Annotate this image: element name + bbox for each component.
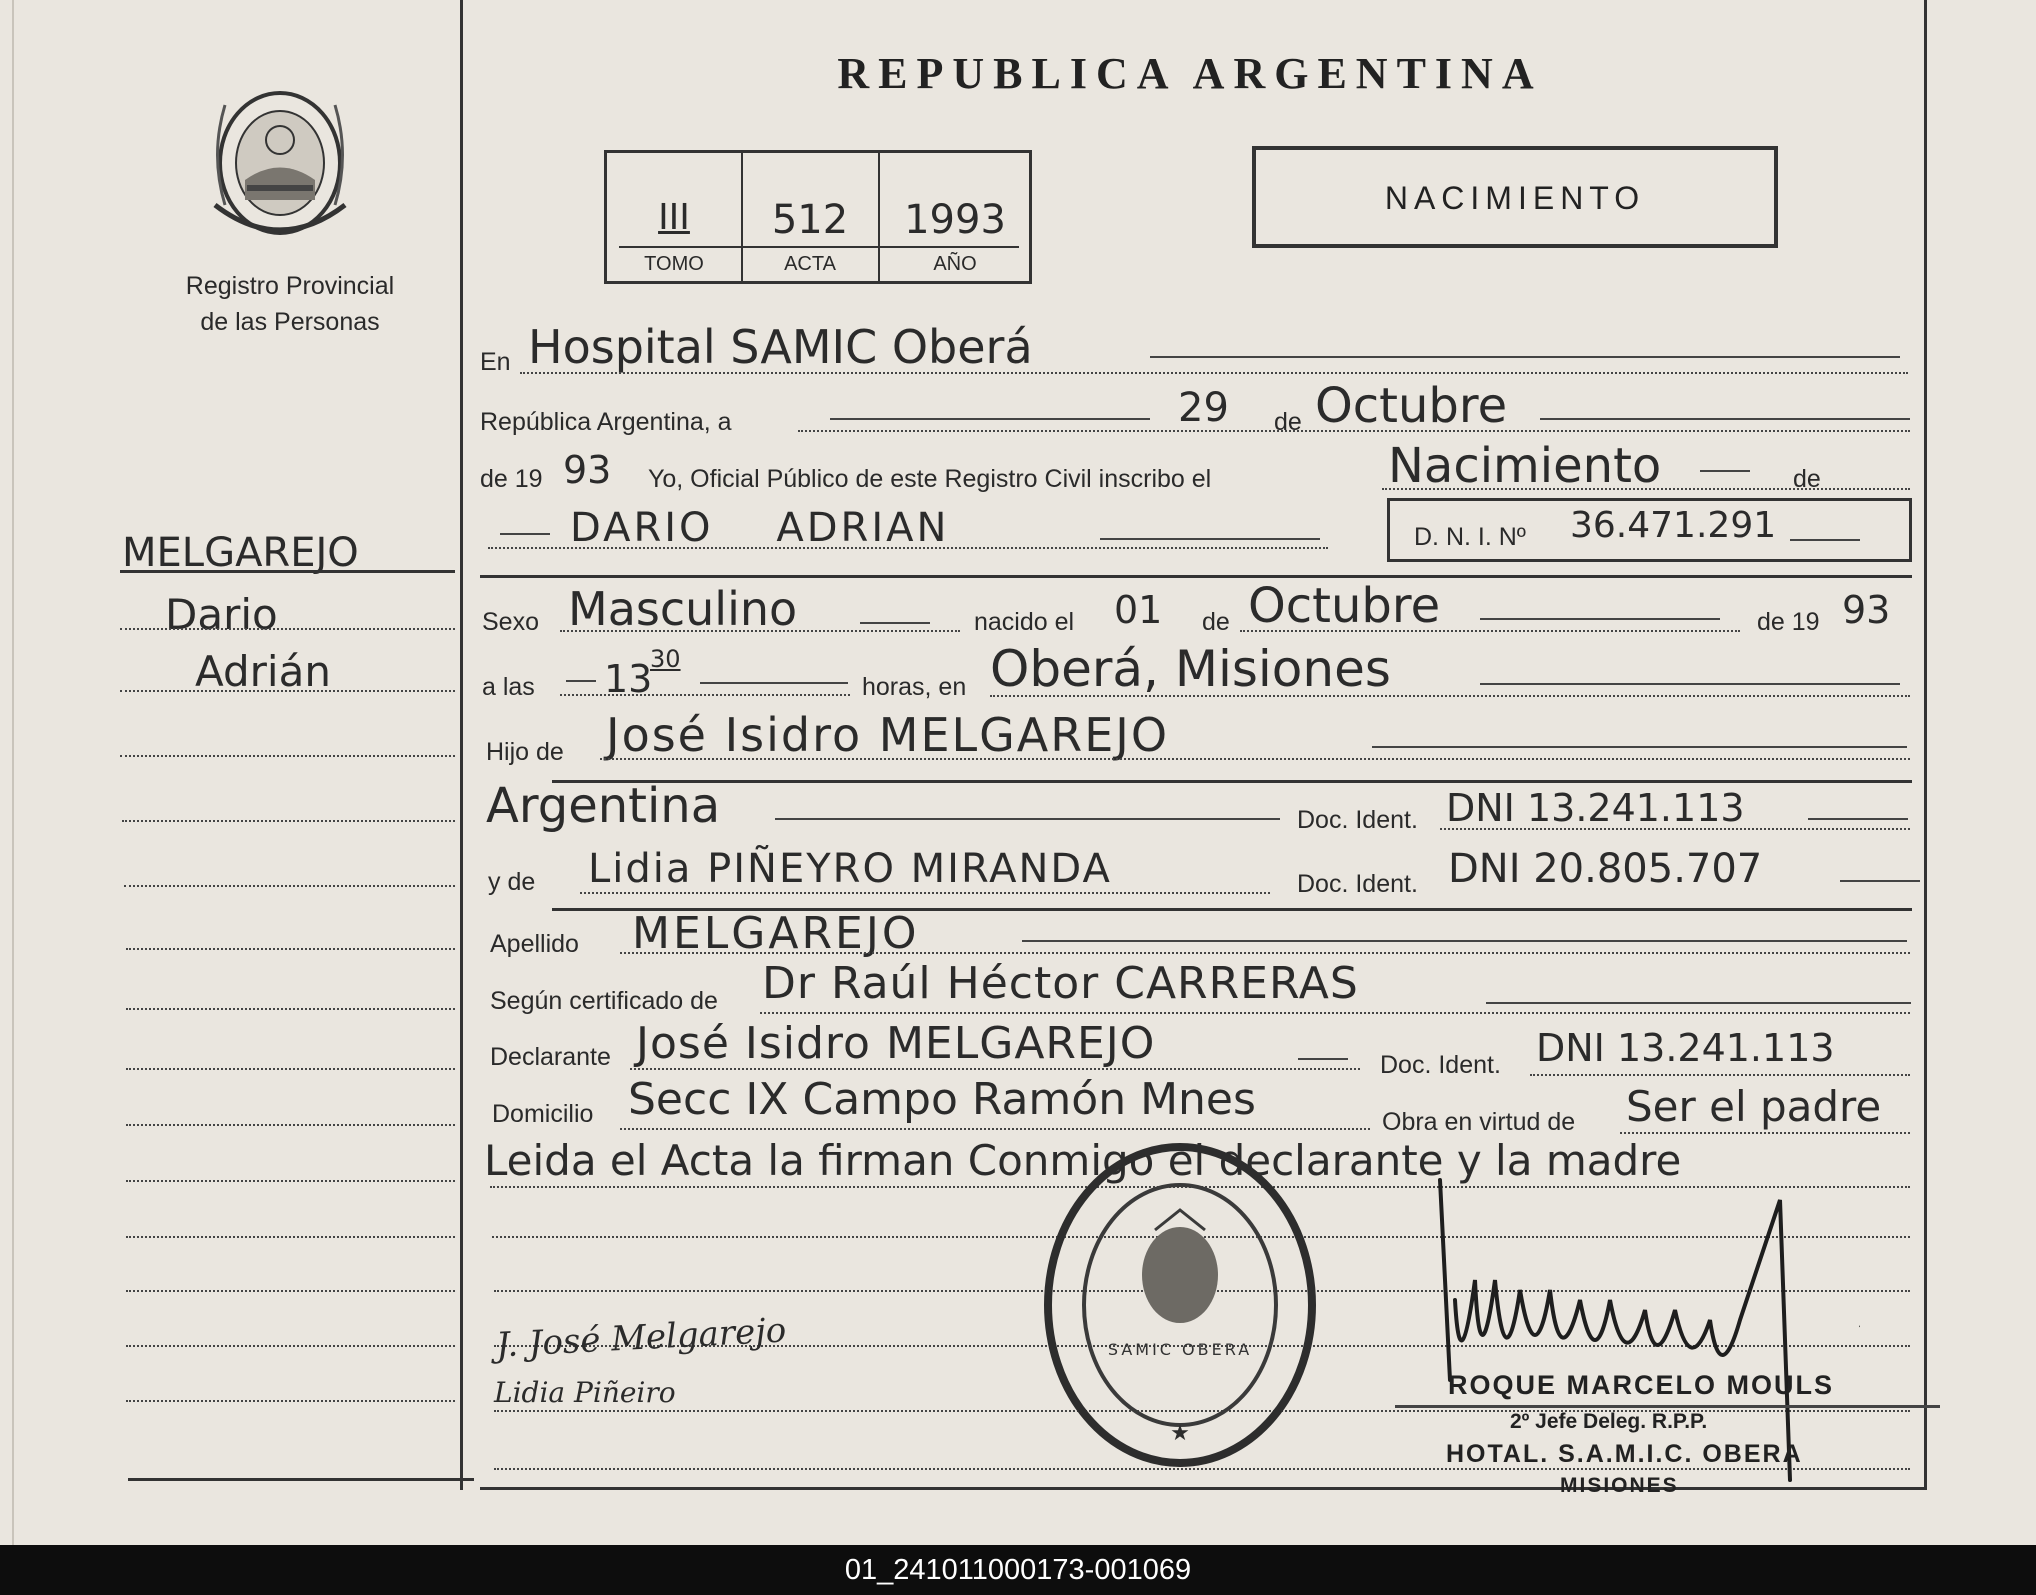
official-title: 2º Jefe Deleg. R.P.P. xyxy=(1510,1410,1708,1433)
father-nationality-value: Argentina xyxy=(486,778,721,834)
obra-label: Obra en virtud de xyxy=(1382,1108,1576,1136)
sexo-label: Sexo xyxy=(482,608,539,636)
hijo-label: Hijo de xyxy=(486,738,564,766)
svg-text:★: ★ xyxy=(1170,1421,1190,1446)
nacido-label: nacido el xyxy=(974,608,1075,636)
tomo-value: III xyxy=(658,197,690,238)
closing-text: Leida el Acta la firman Conmigo el declarante y la madre xyxy=(484,1136,1682,1185)
birth-day-value: 01 xyxy=(1114,588,1163,632)
month-value: Octubre xyxy=(1315,378,1508,434)
registry-name-line1: Registro Provincial xyxy=(185,272,395,300)
image-id-footer: 01_241011000173-001069 xyxy=(0,1545,2036,1595)
place-value: Hospital SAMIC Oberá xyxy=(528,320,1033,374)
mother-doc-value: DNI 20.805.707 xyxy=(1448,846,1763,892)
country-title: REPUBLICA ARGENTINA xyxy=(837,49,1543,98)
mother-name-value: Lidia PIÑEYRO MIRANDA xyxy=(588,846,1112,892)
de-label-2: de xyxy=(1793,465,1821,493)
stamp-inner-text: SAMIC OBERA xyxy=(1107,1340,1253,1359)
birth-place-value: Oberá, Misiones xyxy=(990,640,1391,698)
left-page-fold xyxy=(12,0,14,1545)
birth-time-minutes: 30 xyxy=(650,645,681,673)
yo-text: Yo, Oficial Público de este Registro Civil inscribo el xyxy=(648,465,1212,493)
alas-label: a las xyxy=(482,673,535,701)
yde-label: y de xyxy=(488,868,536,896)
birth-year-suffix-value: 93 xyxy=(1842,588,1891,632)
year-suffix-value: 93 xyxy=(563,448,612,492)
declarant-value: José Isidro MELGAREJO xyxy=(636,1018,1156,1069)
right-page-border xyxy=(1924,0,1927,1490)
father-doc-label: Doc. Ident. xyxy=(1297,806,1418,834)
ano-label: AÑO xyxy=(933,253,977,275)
father-name-value: José Isidro MELGAREJO xyxy=(606,708,1170,762)
de19-label-2: de 19 xyxy=(1757,608,1820,636)
record-type-label: NACIMIENTO xyxy=(1384,180,1646,216)
mother-doc-label: Doc. Ident. xyxy=(1297,870,1418,898)
record-number-box xyxy=(604,150,1032,284)
declarant-doc-label: Doc. Ident. xyxy=(1380,1051,1501,1079)
de-label-3: de xyxy=(1202,608,1230,636)
section-divider xyxy=(480,575,1912,578)
provincial-seal xyxy=(205,85,355,250)
signature-father: J. José Melgarejo xyxy=(495,1310,788,1366)
reason-value: Ser el padre xyxy=(1626,1082,1882,1131)
declarante-label: Declarante xyxy=(490,1043,611,1071)
domicilio-label: Domicilio xyxy=(492,1100,594,1128)
sex-value: Masculino xyxy=(568,582,798,636)
registry-name-line2: de las Personas xyxy=(200,308,380,336)
dni-value: 36.471.291 xyxy=(1570,505,1777,546)
segun-label: Según certificado de xyxy=(490,987,718,1015)
dni-label: D. N. I. Nº xyxy=(1414,523,1526,551)
tomo-label: TOMO xyxy=(644,253,704,275)
de-label-1: de xyxy=(1274,408,1302,436)
declarant-doc-value: DNI 13.241.113 xyxy=(1536,1026,1835,1070)
child-names-value: DARIO ADRIAN xyxy=(570,505,950,551)
official-name: ROQUE MARCELO MOULS xyxy=(1448,1370,1834,1400)
record-type-box xyxy=(1252,146,1778,248)
act-kind-value: Nacimiento xyxy=(1388,438,1662,494)
margin-surname: MELGAREJO xyxy=(122,530,359,576)
birth-time-value: 13 xyxy=(604,657,653,701)
apellido-label: Apellido xyxy=(490,930,579,958)
official-province: MISIONES xyxy=(1560,1474,1679,1497)
republica-label: República Argentina, a xyxy=(480,408,732,436)
margin-second-name: Adrián xyxy=(195,647,331,696)
acta-value: 512 xyxy=(771,197,849,243)
father-doc-value: DNI 13.241.113 xyxy=(1446,786,1745,830)
signature-mother: Lidia Piñeiro xyxy=(494,1376,676,1409)
day-value: 29 xyxy=(1178,385,1229,431)
de19-label: de 19 xyxy=(480,465,543,493)
address-value: Secc IX Campo Ramón Mnes xyxy=(628,1074,1256,1125)
stamp-icon xyxy=(1040,1140,1320,1470)
official-place: HOTAL. S.A.M.I.C. OBERA xyxy=(1446,1440,1803,1468)
ano-value: 1993 xyxy=(904,197,1006,243)
birth-month-value: Octubre xyxy=(1248,578,1441,634)
en-label: En xyxy=(480,348,511,376)
surname-value: MELGAREJO xyxy=(632,908,920,959)
dni-box xyxy=(1387,498,1912,562)
margin-first-name: Dario xyxy=(165,590,278,639)
official-stamp xyxy=(1040,1140,1320,1470)
coat-of-arms-icon xyxy=(205,85,355,250)
acta-label: ACTA xyxy=(784,253,836,275)
doctor-value: Dr Raúl Héctor CARRERAS xyxy=(762,958,1359,1009)
horas-label: horas, en xyxy=(862,673,967,701)
left-column-divider xyxy=(460,0,463,1490)
